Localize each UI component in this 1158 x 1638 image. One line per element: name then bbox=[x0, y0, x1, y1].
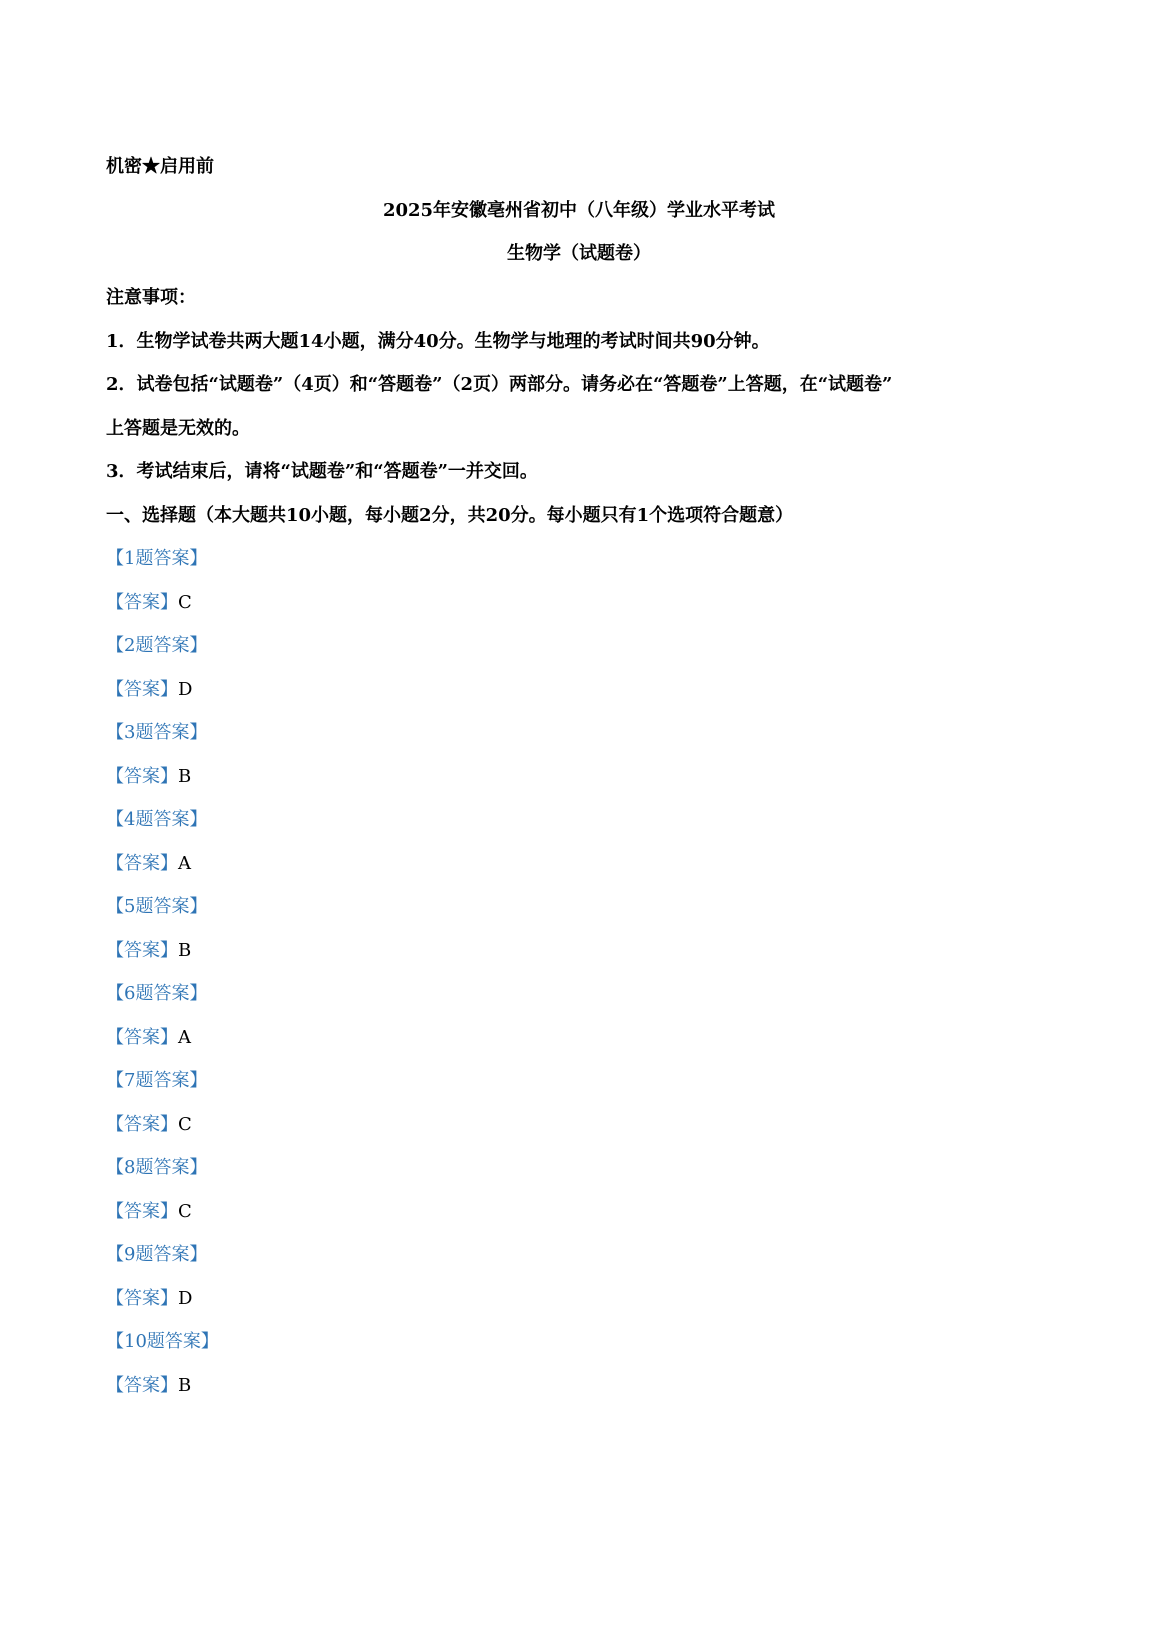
answer-label: 【答案】 bbox=[106, 1375, 178, 1396]
note-item-3: 3．考试结束后，请将“试题卷”和“答题卷”一并交回。 bbox=[106, 461, 538, 482]
question-label: 【8题答案】 bbox=[106, 1157, 208, 1178]
answer-value: B bbox=[178, 766, 192, 787]
answer-value: C bbox=[178, 592, 192, 613]
exam-title: 2025年安徽亳州省初中（八年级）学业水平考试 bbox=[382, 200, 776, 221]
answer-row bbox=[106, 1113, 192, 1137]
answer-row bbox=[106, 939, 191, 963]
answer-label: 【答案】 bbox=[106, 766, 178, 787]
answer-value: B bbox=[178, 1375, 192, 1396]
answer-row bbox=[106, 678, 192, 702]
answer-value: C bbox=[178, 1114, 192, 1135]
answer-value: C bbox=[178, 1201, 192, 1222]
question-label: 【10题答案】 bbox=[106, 1331, 219, 1352]
note-item-1: 1．生物学试卷共两大题14小题，满分40分。生物学与地理的考试时间共90分钟。 bbox=[106, 331, 770, 352]
question-label: 【4题答案】 bbox=[106, 809, 208, 830]
notes-heading: 注意事项： bbox=[106, 287, 196, 308]
answer-label: 【答案】 bbox=[106, 1288, 178, 1309]
answer-row bbox=[106, 1200, 192, 1224]
answer-value: D bbox=[178, 1288, 193, 1309]
answer-label: 【答案】 bbox=[106, 853, 178, 874]
answer-row bbox=[106, 1374, 191, 1398]
answer-row bbox=[106, 591, 192, 615]
note-item-2-continued: 上答题是无效的。 bbox=[106, 418, 250, 439]
answer-value: A bbox=[178, 853, 191, 874]
answer-row bbox=[106, 852, 191, 876]
question-label: 【6题答案】 bbox=[106, 983, 208, 1004]
question-label: 【3题答案】 bbox=[106, 722, 208, 743]
answer-label: 【答案】 bbox=[106, 1114, 178, 1135]
section-heading: 一、选择题（本大题共10小题，每小题2分，共20分。每小题只有1个选项符合题意） bbox=[106, 505, 794, 526]
confidential-label: 机密★启用前 bbox=[106, 156, 214, 177]
question-label: 【7题答案】 bbox=[106, 1070, 208, 1091]
question-label: 【9题答案】 bbox=[106, 1244, 208, 1265]
answer-label: 【答案】 bbox=[106, 1201, 178, 1222]
answer-row bbox=[106, 1287, 192, 1311]
answer-label: 【答案】 bbox=[106, 1027, 178, 1048]
answer-label: 【答案】 bbox=[106, 679, 178, 700]
exam-subtitle: 生物学（试题卷） bbox=[507, 243, 651, 264]
question-label: 【5题答案】 bbox=[106, 896, 208, 917]
answer-value: B bbox=[178, 940, 192, 961]
answer-row bbox=[106, 1026, 191, 1050]
answer-label: 【答案】 bbox=[106, 940, 178, 961]
note-item-2: 2．试卷包括“试题卷”（4页）和“答题卷”（2页）两部分。请务必在“答题卷”上答题，在“试题卷” bbox=[106, 374, 893, 395]
answer-value: A bbox=[178, 1027, 191, 1048]
answer-label: 【答案】 bbox=[106, 592, 178, 613]
question-label: 【2题答案】 bbox=[106, 635, 208, 656]
answer-value: D bbox=[178, 679, 193, 700]
question-label: 【1题答案】 bbox=[106, 548, 208, 569]
answer-row bbox=[106, 765, 191, 789]
